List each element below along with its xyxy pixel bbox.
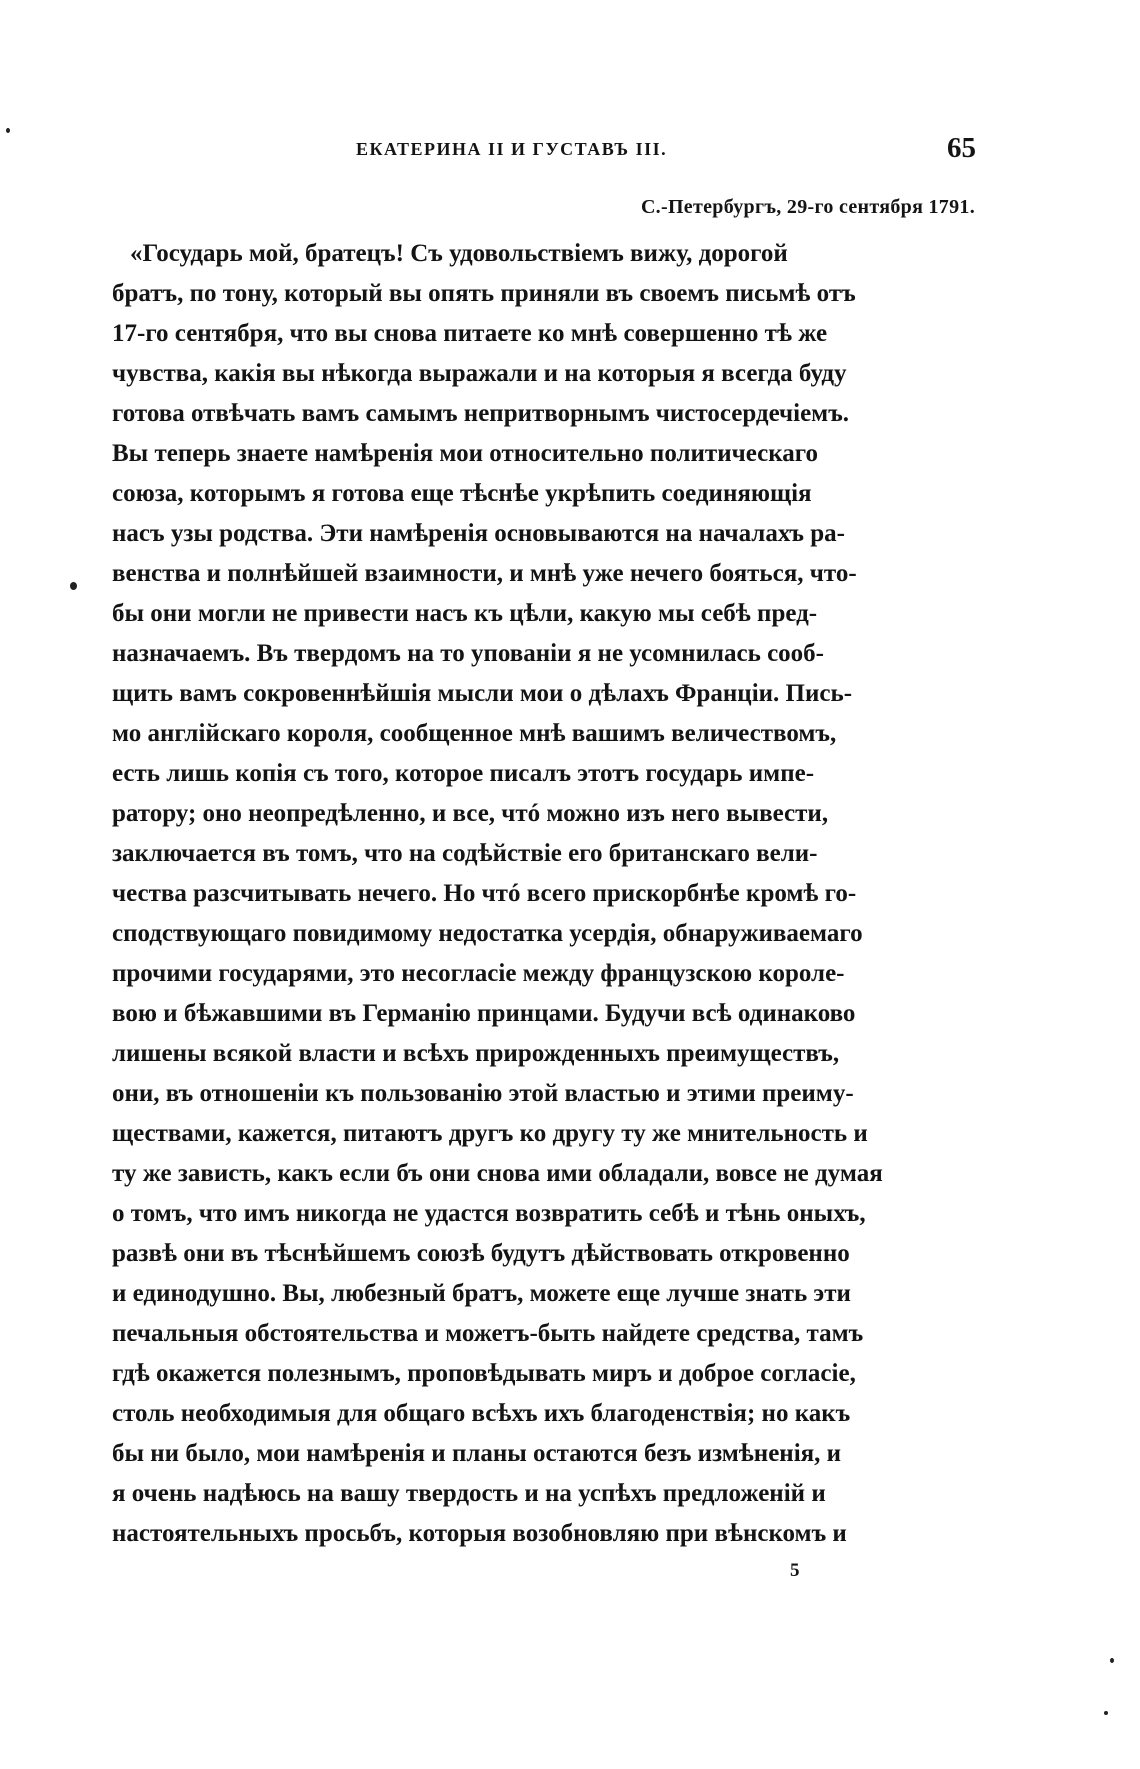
text-line: я очень надѣюсь на вашу твердость и на успѣхъ предложеній и (112, 1480, 826, 1507)
letter-dateline: С.-Петербургъ, 29-го сентября 1791. (640, 196, 975, 218)
text-line: мо англійскаго короля, сообщенное мнѣ вашимъ величествомъ, (112, 720, 837, 747)
text-line: «Государь мой, братецъ! Съ удовольствіемъ вижу, дорогой (130, 240, 788, 267)
text-line: Вы теперь знаете намѣренія мои относительно политическаго (112, 440, 818, 467)
text-line: чувства, какія вы нѣкогда выражали и на которыя я всегда буду (112, 360, 847, 387)
text-line: чества разсчитывать нечего. Но чтó всего прискорбнѣе кромѣ го- (112, 880, 857, 907)
text-line: братъ, по тону, который вы опять приняли въ своемъ письмѣ отъ (112, 280, 856, 307)
text-line: развѣ они въ тѣснѣйшемъ союзѣ будутъ дѣйствовать откровенно (112, 1240, 850, 1267)
text-line: готова отвѣчать вамъ самымъ непритворнымъ чистосердечіемъ. (112, 400, 850, 427)
letter-body (112, 234, 948, 1554)
text-line: ратору; оно неопредѣленно, и все, чтó можно изъ него вывести, (112, 800, 829, 827)
text-line: столь необходимыя для общаго всѣхъ ихъ благоденствія; но какъ (112, 1400, 851, 1427)
text-line: прочими государями, это несогласіе между французскою короле- (112, 960, 845, 987)
text-line: щить вамъ сокровеннѣйшія мысли мои о дѣлахъ Франціи. Пись- (112, 680, 853, 707)
text-line: назначаемъ. Въ твердомъ на то упованіи я не усомнилась сооб- (112, 640, 824, 667)
text-line: союза, которымъ я готова еще тѣснѣе укрѣпить соединяющія (112, 480, 812, 507)
text-line: сподствующаго повидимому недостатка усердія, обнаруживаемаго (112, 920, 863, 947)
text-line: лишены всякой власти и всѣхъ прирожденныхъ преимуществъ, (112, 1040, 840, 1067)
text-line: бы ни было, мои намѣренія и планы остаются безъ измѣненія, и (112, 1440, 842, 1467)
ink-spot-mark (6, 128, 10, 133)
ink-spot-mark (1110, 1658, 1114, 1663)
page-number: 65 (947, 132, 976, 164)
text-line: настоятельныхъ просьбъ, которыя возобновляю при вѣнскомъ и (112, 1520, 847, 1547)
text-line: бы они могли не привести насъ къ цѣли, какую мы себѣ пред- (112, 600, 818, 627)
text-line: вою и бѣжавшими въ Германію принцами. Будучи всѣ одинаково (112, 1000, 856, 1027)
text-line: и единодушно. Вы, любезный братъ, можете еще лучше знать эти (112, 1280, 851, 1307)
running-title: ЕКАТЕРИНА II И ГУСТАВЪ III. (356, 139, 668, 159)
ink-spot-mark (1104, 1711, 1108, 1715)
running-header (110, 132, 976, 168)
ink-spot-mark (70, 582, 77, 590)
text-line: гдѣ окажется полезнымъ, проповѣдывать миръ и доброе согласіе, (112, 1360, 856, 1387)
text-line: заключается въ томъ, что на содѣйствіе его британскаго вели- (112, 840, 818, 867)
text-line: о томъ, что имъ никогда не удастся возвратить себѣ и тѣнь оныхъ, (112, 1200, 866, 1227)
text-line: 17-го сентября, что вы снова питаете ко мнѣ совершенно тѣ же (112, 320, 828, 347)
printer-signature-mark: 5 (790, 1560, 800, 1581)
text-line: печальныя обстоятельства и можетъ-быть найдете средства, тамъ (112, 1320, 864, 1347)
text-line: ту же зависть, какъ если бъ они снова ими обладали, вовсе не думая (112, 1160, 883, 1187)
text-line: насъ узы родства. Эти намѣренія основываются на началахъ ра- (112, 520, 845, 547)
text-line: они, въ отношеніи къ пользованію этой властью и этими преиму- (112, 1080, 854, 1107)
text-line: есть лишь копія съ того, которое писалъ этотъ государь импе- (112, 760, 815, 787)
text-line: ществами, кажется, питаютъ другъ ко другу ту же мнительность и (112, 1120, 868, 1147)
text-line: венства и полнѣйшей взаимности, и мнѣ уже нечего бояться, что- (112, 560, 857, 587)
